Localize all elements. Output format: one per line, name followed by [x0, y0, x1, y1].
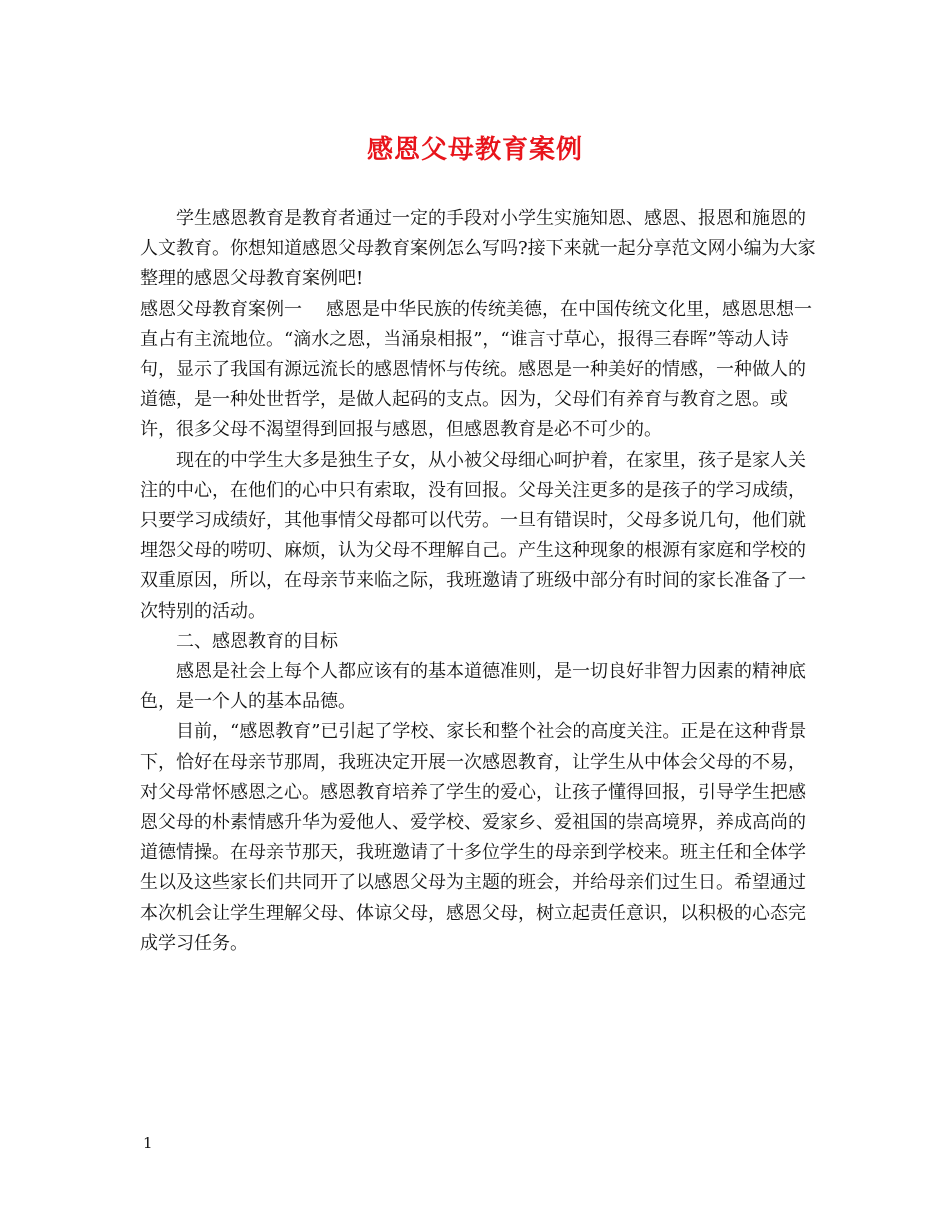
- paragraph-2: 现在的中学生大多是独生子女，从小被父母细心呵护着，在家里，孩子是家人关注的中心，在他们的心中只有索取，没有回报。父母关注更多的是孩子的学习成绩，只要学习成绩好，其他事情父母都可以代劳。一旦有错误时，父母多说几句，他们就埋怨父母的唠叨、麻烦，认为父母不理解自己。产生这种现象的根源有家庭和学校的双重原因，所以，在母亲节来临之际，我班邀请了班级中部分有时间的家长准备了一次特别的活动。: [140, 449, 806, 622]
- page-number: 1: [143, 1134, 153, 1152]
- section2-heading: 二、感恩教育的目标: [176, 630, 338, 652]
- document-body: [140, 204, 820, 959]
- intro-paragraph: 学生感恩教育是教育者通过一定的手段对小学生实施知恩、感恩、报恩和施恩的人文教育。你想知道感恩父母教育案例怎么写吗?接下来就一起分享范文网小编为大家整理的感恩父母教育案例吧!: [140, 208, 816, 290]
- case1-heading: 感恩父母教育案例一: [140, 298, 302, 320]
- paragraph-4: 目前，“感恩教育”已引起了学校、家长和整个社会的高度关注。正是在这种背景下，恰好在母亲节那周，我班决定开展一次感恩教育，让学生从中体会父母的不易，对父母常怀感恩之心。感恩教育培养了学生的爱心，让孩子懂得回报，引导学生把感恩父母的朴素情感升华为爱他人、爱学校、爱家乡、爱祖国的崇高境界，养成高尚的道德情操。在母亲节那天，我班邀请了十多位学生的母亲到学校来。班主任和全体学生以及这些家长们共同开了以感恩父母为主题的班会，并给母亲们过生日。希望通过本次机会让学生理解父母、体谅父母，感恩父母，树立起责任意识，以积极的心态完成学习任务。: [140, 721, 807, 954]
- case1-paragraph: [140, 295, 820, 446]
- paragraph-3: 感恩是社会上每个人都应该有的基本道德准则，是一切良好非智力因素的精神底色，是一个人的基本品德。: [140, 661, 806, 713]
- case1-text: 感恩是中华民族的传统美德，在中国传统文化里，感恩思想一直占有主流地位。“滴水之恩，当涌泉相报”，“谁言寸草心，报得三春晖”等动人诗句，显示了我国有源远流长的感恩情怀与传统。感恩是一种美好的情感，一种做人的道德，是一种处世哲学，是做人起码的支点。因为，父母们有养育与教育之恩。或许，很多父母不渴望得到回报与感恩，但感恩教育是必不可少的。: [140, 298, 812, 441]
- document-title: 感恩父母教育案例: [366, 135, 583, 165]
